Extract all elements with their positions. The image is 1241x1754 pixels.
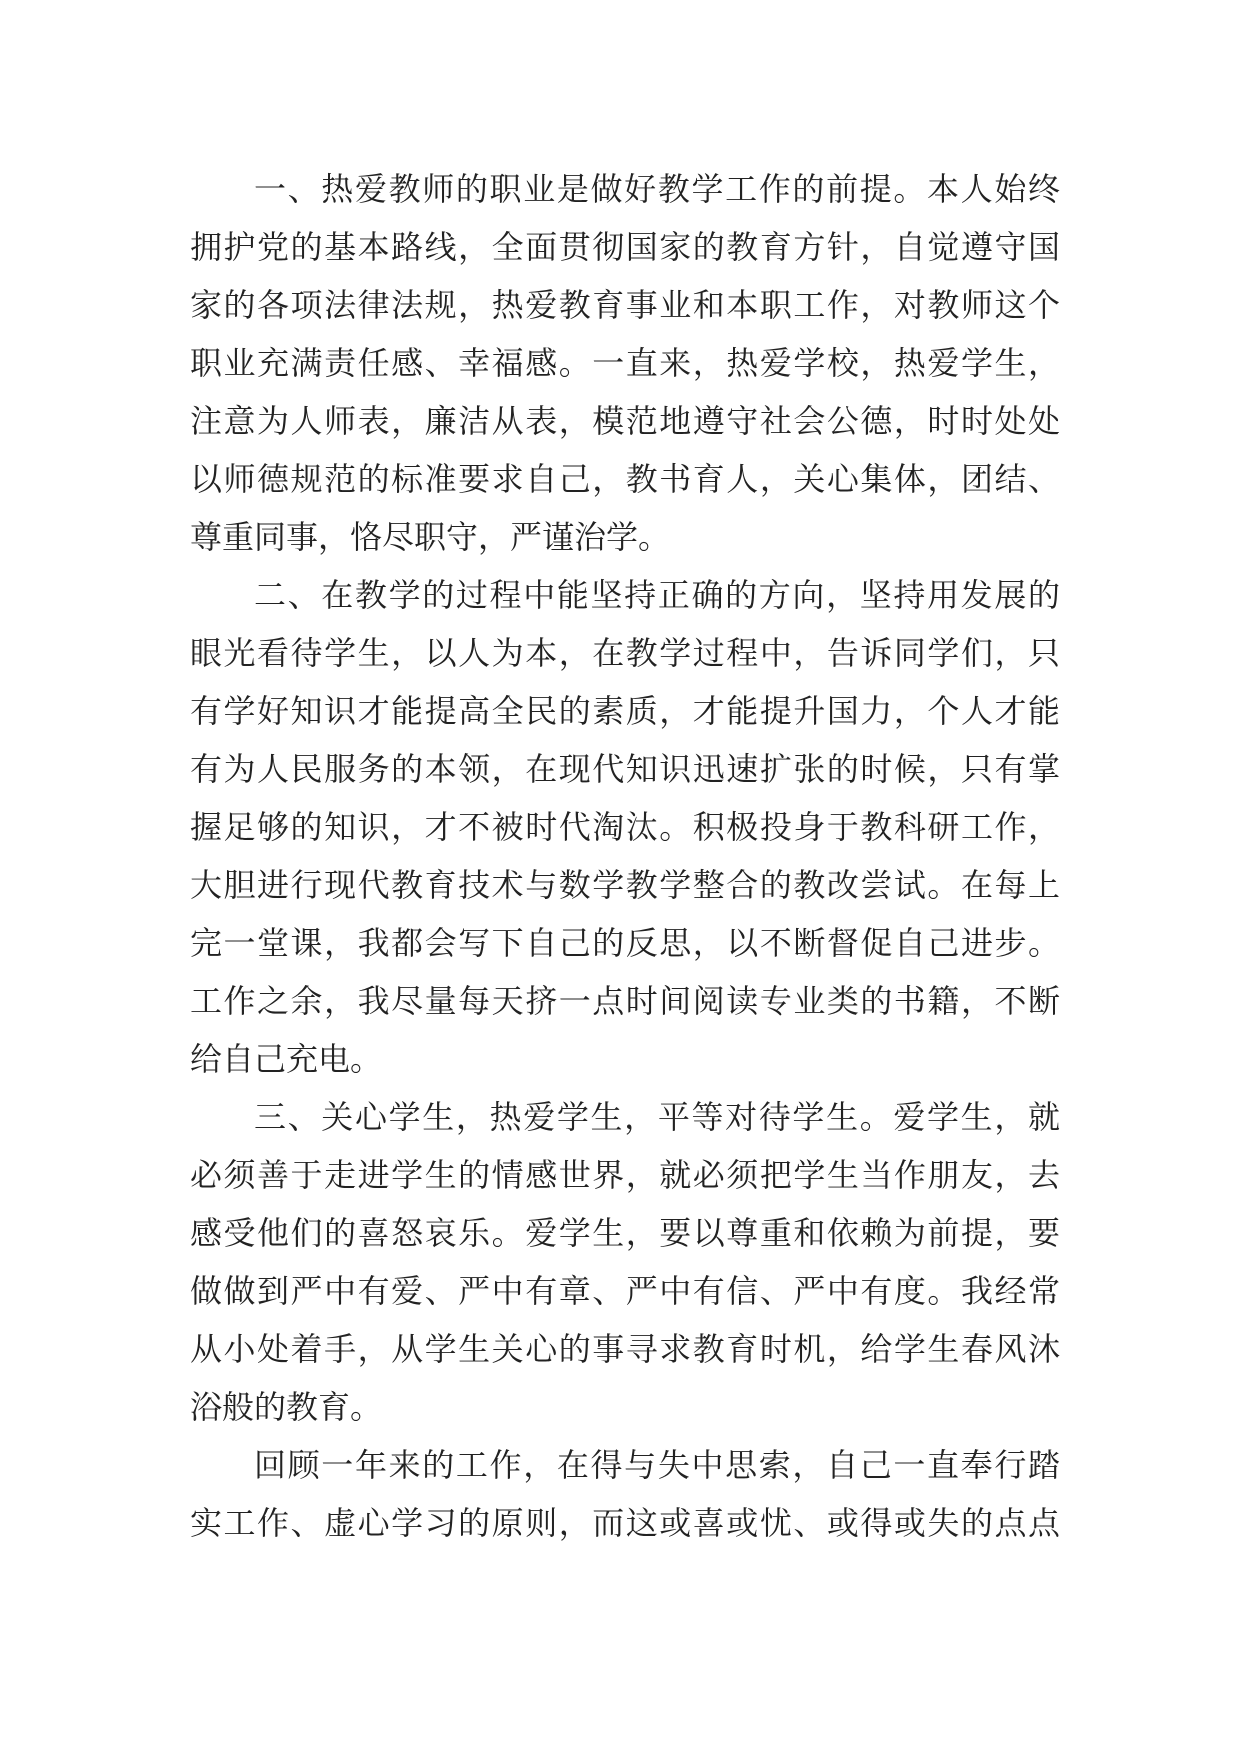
paragraph-line: 眼光看待学生，以人为本，在教学过程中，告诉同学们，只 (190, 634, 1060, 672)
paragraph-line: 家的各项法律法规，热爱教育事业和本职工作，对教师这个 (190, 286, 1060, 324)
paragraph-2 (190, 566, 1060, 1088)
paragraph-line: 从小处着手，从学生关心的事寻求教育时机，给学生春风沐 (190, 1330, 1060, 1368)
paragraph-line: 实工作、虚心学习的原则，而这或喜或忧、或得或失的点点 (190, 1504, 1060, 1542)
paragraph-line: 一、热爱教师的职业是做好教学工作的前提。本人始终 (254, 170, 1060, 208)
paragraph-3 (190, 1088, 1060, 1436)
paragraph-line: 以师德规范的标准要求自己，教书育人，关心集体，团结、 (190, 460, 1060, 498)
paragraph-line: 完一堂课，我都会写下自己的反思，以不断督促自己进步。 (190, 924, 1060, 962)
paragraph-line: 注意为人师表，廉洁从表，模范地遵守社会公德，时时处处 (190, 402, 1060, 440)
paragraph-line: 拥护党的基本路线，全面贯彻国家的教育方针，自觉遵守国 (190, 228, 1060, 266)
paragraph-line: 回顾一年来的工作，在得与失中思索，自己一直奉行踏 (254, 1446, 1060, 1484)
paragraph-line: 有为人民服务的本领，在现代知识迅速扩张的时候，只有掌 (190, 750, 1060, 788)
paragraph-line: 二、在教学的过程中能坚持正确的方向，坚持用发展的 (254, 576, 1060, 614)
paragraph-line: 有学好知识才能提高全民的素质，才能提升国力，个人才能 (190, 692, 1060, 730)
paragraph-line: 做做到严中有爱、严中有章、严中有信、严中有度。我经常 (190, 1272, 1060, 1310)
paragraph-line: 浴般的教育。 (190, 1388, 383, 1426)
paragraph-line: 握足够的知识，才不被时代淘汰。积极投身于教科研工作， (190, 808, 1060, 846)
paragraph-line: 大胆进行现代教育技术与数学教学整合的教改尝试。在每上 (190, 866, 1060, 904)
paragraph-line: 必须善于走进学生的情感世界，就必须把学生当作朋友，去 (190, 1156, 1060, 1194)
paragraph-line: 给自己充电。 (190, 1040, 383, 1078)
paragraph-line: 尊重同事，恪尽职守，严谨治学。 (190, 518, 671, 556)
paragraph-1 (190, 160, 1060, 566)
document-body (190, 160, 1060, 1552)
paragraph-line: 职业充满责任感、幸福感。一直来，热爱学校，热爱学生， (190, 344, 1060, 382)
paragraph-line: 工作之余，我尽量每天挤一点时间阅读专业类的书籍，不断 (190, 982, 1060, 1020)
paragraph-line: 三、关心学生，热爱学生，平等对待学生。爱学生，就 (254, 1098, 1060, 1136)
paragraph-line: 感受他们的喜怒哀乐。爱学生，要以尊重和依赖为前提，要 (190, 1214, 1060, 1252)
paragraph-4 (190, 1436, 1060, 1552)
